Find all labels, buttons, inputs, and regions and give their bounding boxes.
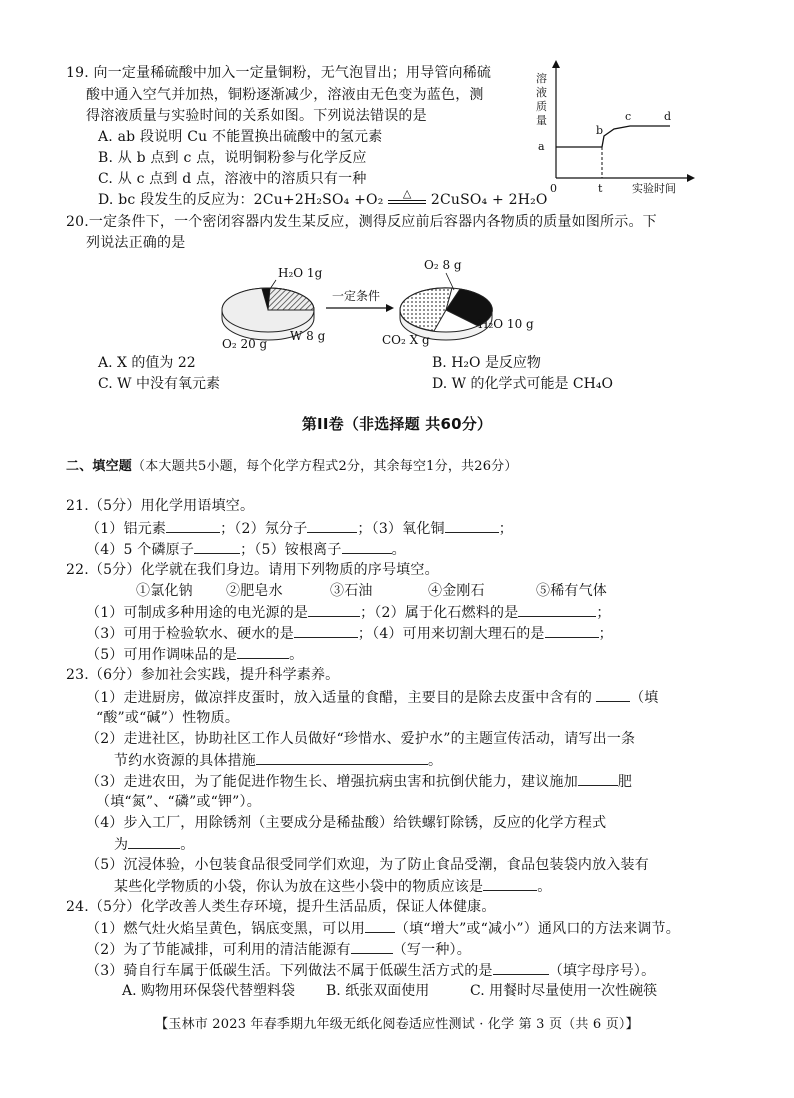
q20-option-d: D. W 的化学式可能是 CH₄O	[432, 376, 613, 392]
q23-p2-end: 。	[428, 753, 443, 769]
q23-p2-line1: （2）走进社区，协助社区工作人员做好“珍惜水、爱护水”的主题宣传活动，请写出一条	[86, 731, 636, 747]
pie-after-h2o-label: H₂O 10 g	[478, 317, 534, 331]
q22-item-4: ④金刚石	[428, 583, 485, 599]
q23-p1-line1	[86, 688, 659, 707]
q21-blank-4[interactable]	[194, 540, 240, 554]
q23-blank-5[interactable]	[483, 877, 537, 891]
q24-p1-text-end: （填“增大”或“减小”）通风口的方法来调节。	[394, 921, 680, 937]
q24-option-c: C. 用餐时尽量使用一次性碗筷	[470, 983, 658, 999]
q23-p3-text: （3）走进农田，为了能促进作物生长、增强抗病虫害和抗倒伏能力，建议施加	[86, 774, 578, 790]
q24-p3	[86, 961, 655, 980]
q20-stem-line2: 列说法正确的是	[86, 235, 186, 251]
q22-row3	[86, 645, 303, 664]
part2-title: 第II卷（非选择题 共60分）	[301, 415, 493, 433]
q22-q2-label: ；（2）属于化石燃料的是	[360, 605, 519, 621]
q22-row2	[86, 624, 613, 643]
q23-p1-line2: “酸”或“碱”）性物质。	[96, 710, 240, 726]
pie-before-w-slice	[268, 288, 314, 310]
pie-before-h2o-label: H₂O 1g	[278, 266, 323, 280]
graph-origin-label: 0	[550, 182, 557, 195]
graph-point-c: c	[625, 110, 632, 123]
q21-item5-label: ；（5）铵根离子	[240, 542, 342, 558]
q24-blank-3[interactable]	[493, 961, 549, 975]
q20-option-a: A. X 的值为 22	[98, 355, 196, 371]
graph-y-label-3: 质	[536, 100, 547, 113]
q23-p2-text: 节约水资源的具体措施	[114, 753, 256, 769]
q23-blank-1[interactable]	[596, 688, 630, 702]
q22-blank-1[interactable]	[308, 603, 360, 617]
q23-p1-text: （1）走进厨房，做凉拌皮蛋时，放入适量的食醋，主要目的是除去皮蛋中含有的	[86, 690, 593, 706]
q22-q1-label: （1）可制成多种用途的电光源的是	[86, 605, 309, 621]
q24-blank-1[interactable]	[365, 919, 395, 933]
q19-mass-time-graph	[530, 58, 700, 198]
q22-blank-4[interactable]	[545, 624, 599, 638]
q24-p3-text-end: （填字母序号）。	[548, 963, 656, 979]
q19-option-d	[98, 187, 548, 209]
pie-after-o2-label: O₂ 8 g	[424, 258, 462, 272]
q21-row1	[86, 519, 513, 538]
q21-item2-label: ；（2）氖分子	[220, 521, 308, 537]
q22-row2-end: ；	[598, 626, 613, 642]
q20-pie-diagram	[210, 252, 540, 352]
q22-blank-2[interactable]	[518, 603, 596, 617]
pie-before-o2-label: O₂ 20 g	[222, 337, 268, 351]
graph-point-d: d	[664, 110, 672, 123]
q19-stem-line1: 19. 向一定量稀硫酸中加入一定量铜粉，无气泡冒出；用导管向稀硫	[66, 65, 492, 81]
q22-row1	[86, 603, 611, 622]
q20-stem-line1: 20.一定条件下，一个密闭容器内发生某反应，测得反应前后容器内各物质的质量如图所示。下	[66, 214, 657, 230]
graph-y-label-1: 溶	[536, 72, 547, 85]
q21-blank-3[interactable]	[445, 519, 499, 533]
graph-point-a: a	[538, 140, 545, 153]
q24-p3-text: （3）骑自行车属于低碳生活。下列做法不属于低碳生活方式的是	[86, 963, 493, 979]
q23-blank-3[interactable]	[578, 772, 618, 786]
q23-p2-line2	[114, 751, 442, 770]
q21-blank-2[interactable]	[307, 519, 357, 533]
graph-y-label-4: 量	[536, 114, 547, 127]
q22-q5-label: （5）可用作调味品的是	[86, 647, 238, 663]
q23-p4-text: 为	[114, 837, 129, 853]
q23-p4-line1: （4）步入工厂，用除锈剂（主要成分是稀盐酸）给铁螺钉除锈，反应的化学方程式	[86, 815, 607, 831]
q19-option-d-left: D. bc 段发生的反应为：2Cu+2H₂SO₄ +O₂	[98, 192, 384, 208]
q19-option-c: C. 从 c 点到 d 点，溶液中的溶质只有一种	[98, 171, 367, 187]
q22-q4-label: ；（4）可用来切割大理石的是	[357, 626, 545, 642]
q23-p4-line2	[114, 835, 194, 854]
q24-p2-text-end: （写一种）。	[392, 942, 471, 958]
graph-y-label-2: 液	[536, 86, 547, 99]
q22-row1-end: ；	[596, 605, 611, 621]
q23-p1-text-end: （填	[630, 690, 659, 706]
q24-option-a: A. 购物用环保袋代替塑料袋	[122, 983, 296, 999]
q23-p5-line2	[114, 877, 551, 896]
page-footer: 【玉林市 2023 年春季期九年级无纸化阅卷适应性测试 · 化学 第 3 页（共 6 页）】	[155, 1017, 639, 1032]
q23-p5-end: 。	[537, 879, 552, 895]
q21-item1-label: （1）铝元素	[86, 521, 167, 537]
arrow-condition-label: 一定条件	[332, 289, 381, 303]
q21-row1-end: ；	[498, 521, 513, 537]
q21-row2	[86, 540, 406, 559]
q23-p4-end: 。	[180, 837, 195, 853]
q23-blank-2[interactable]	[256, 751, 428, 765]
q22-blank-5[interactable]	[237, 645, 289, 659]
q24-p1	[86, 919, 680, 938]
q19-stem-line2: 酸中通入空气并加热，铜粉逐渐减少，溶液由无色变为蓝色，测	[86, 87, 484, 103]
q24-option-b: B. 纸张双面使用	[326, 983, 430, 999]
pie-before-w-label: W 8 g	[290, 329, 326, 343]
q22-stem: 22.（5分）化学就在我们身边。请用下列物质的序号填空。	[66, 562, 439, 578]
q23-p5-text: 某些化学物质的小袋，你认为放在这些小袋中的物质应该是	[114, 879, 484, 895]
pie-after-co2-label: CO₂ X g	[382, 333, 430, 347]
q20-option-c: C. W 中没有氧元素	[98, 376, 220, 392]
graph-t-label: t	[598, 182, 603, 195]
graph-point-b: b	[596, 124, 604, 137]
reaction-condition-sign	[388, 187, 426, 204]
graph-curve	[556, 126, 670, 147]
q21-blank-1[interactable]	[166, 519, 220, 533]
q19-option-d-right: 2CuSO₄ + 2H₂O	[430, 192, 548, 208]
q22-blank-3[interactable]	[294, 624, 358, 638]
q21-row2-end: 。	[391, 542, 406, 558]
q23-p3-text-end: 肥	[617, 774, 633, 790]
q19-stem-line3: 得溶液质量与实验时间的关系如图。下列说法错误的是	[86, 108, 427, 124]
q22-item-2: ②肥皂水	[226, 583, 283, 599]
q22-row3-end: 。	[289, 647, 304, 663]
q19-option-b: B. 从 b 点到 c 点，说明铜粉参与化学反应	[98, 150, 367, 166]
q21-item4-label: （4）5 个磷原子	[86, 542, 195, 558]
q24-p2-text: （2）为了节能减排，可利用的清洁能源有	[86, 942, 351, 958]
q23-p3-line1	[86, 772, 632, 791]
q23-p5-line1: （5）沉浸体验，小包装食品很受同学们欢迎，为了防止食品受潮，食品包装袋内放入装有	[86, 857, 649, 873]
q22-item-5: ⑤稀有气体	[536, 583, 607, 599]
section2-title: 二、填空题	[66, 459, 133, 474]
q24-stem: 24.（5分）化学改善人类生存环境，提升生活品质，保证人体健康。	[66, 899, 496, 915]
q22-q3-label: （3）可用于检验软水、硬水的是	[86, 626, 294, 642]
q24-p1-text: （1）燃气灶火焰呈黄色，锅底变黑，可以用	[86, 921, 365, 937]
section2-note: （本大题共5小题，每个化学方程式2分，其余每空1分，共26分）	[132, 459, 518, 474]
q24-blank-2[interactable]	[351, 940, 393, 954]
q23-p3-line2: （填“氮”、“磷”或“钾”）。	[96, 794, 261, 810]
section2-heading	[66, 457, 518, 476]
q22-item-3: ③石油	[330, 583, 373, 599]
graph-y-arrow	[552, 60, 560, 68]
q24-p2	[86, 940, 471, 959]
q19-option-a: A. ab 段说明 Cu 不能置换出硫酸中的氢元素	[98, 129, 383, 145]
q21-item3-label: ；（3）氧化铜	[357, 521, 445, 537]
graph-x-label: 实验时间	[632, 182, 676, 195]
graph-x-arrow	[687, 174, 695, 182]
q21-stem: 21.（5分）用化学用语填空。	[66, 498, 255, 514]
q22-item-1: ①氯化钠	[136, 583, 193, 599]
q21-blank-5[interactable]	[342, 540, 392, 554]
q20-option-b: B. H₂O 是反应物	[432, 355, 541, 371]
heat-symbol: △	[402, 187, 412, 200]
q23-blank-4[interactable]	[128, 835, 180, 849]
q23-stem: 23.（6分）参加社会实践，提升科学素养。	[66, 667, 340, 683]
